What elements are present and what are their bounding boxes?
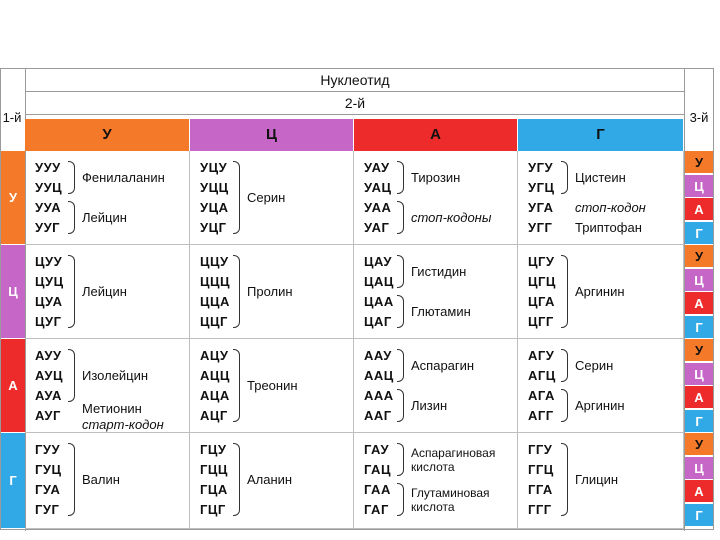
- codon: УГГ: [528, 220, 553, 235]
- codon: ЦУУ: [35, 254, 63, 269]
- third-letter: А: [685, 480, 713, 503]
- codon-cell: [518, 151, 684, 245]
- codon: АУЦ: [35, 368, 63, 383]
- third-letter: А: [685, 386, 713, 409]
- amino-acid-label: Треонин: [247, 377, 298, 393]
- codon: АГА: [528, 388, 555, 403]
- third-letter: Г: [685, 222, 713, 245]
- brace: [397, 201, 404, 234]
- codon-cell: [190, 245, 354, 339]
- brace: [68, 443, 75, 516]
- brace: [397, 295, 404, 328]
- codon: АГЦ: [528, 368, 556, 383]
- brace: [561, 255, 568, 328]
- codon: ЦАА: [364, 294, 394, 309]
- amino-acid-label: Аспарагин: [411, 357, 475, 373]
- codon-cell: [354, 339, 518, 433]
- amino-acid-label: Тирозин: [411, 169, 461, 185]
- codon: УЦУ: [200, 160, 228, 175]
- second-nucleotide-header: 2-й: [25, 92, 685, 115]
- first-nucleotide-header: 1-й: [2, 110, 22, 125]
- codon: ААА: [364, 388, 394, 403]
- codon: УГА: [528, 200, 554, 215]
- third-letter: У: [685, 339, 713, 362]
- brace: [561, 443, 568, 516]
- codon: АЦУ: [200, 348, 229, 363]
- codon: УГУ: [528, 160, 554, 175]
- genetic-code-table: [0, 68, 714, 530]
- codon-cell: [25, 245, 190, 339]
- column-header: А: [354, 119, 518, 151]
- column-header: Г: [518, 119, 684, 151]
- codon: ГУА: [35, 482, 61, 497]
- codon: ГАГ: [364, 502, 389, 517]
- row-header: Ц: [1, 245, 25, 339]
- codon: УГЦ: [528, 180, 555, 195]
- codon-cell: [190, 339, 354, 433]
- codon: УЦЦ: [200, 180, 229, 195]
- codon: ГЦЦ: [200, 462, 228, 477]
- brace: [233, 349, 240, 422]
- codon-cell: [518, 339, 684, 433]
- amino-acid-label: Изолейцин: [82, 367, 149, 383]
- third-letter: У: [685, 433, 713, 456]
- third-letter: Г: [685, 316, 713, 339]
- codon: АУУ: [35, 348, 62, 363]
- codon-cell: [25, 433, 190, 529]
- amino-acid-label: Серин: [247, 189, 286, 205]
- codon: ГГГ: [528, 502, 552, 517]
- row-header: А: [1, 339, 25, 433]
- amino-acid-label: Фенилаланин: [82, 169, 165, 185]
- amino-acid-label: Лейцин: [82, 209, 127, 225]
- third-letter: А: [685, 198, 713, 221]
- amino-acid-label: Лизин: [411, 397, 448, 413]
- brace: [397, 255, 404, 288]
- codon: ГЦУ: [200, 442, 227, 457]
- codon: ААЦ: [364, 368, 394, 383]
- third-nucleotide-header: 3-й: [689, 110, 709, 125]
- amino-acid-label: Глутаминовая кислота: [411, 485, 490, 514]
- codon: ГГЦ: [528, 462, 554, 477]
- brace: [397, 443, 404, 476]
- brace: [68, 255, 75, 328]
- codon: УАА: [364, 200, 392, 215]
- codon: ЦЦА: [200, 294, 230, 309]
- codon: ЦУГ: [35, 314, 62, 329]
- codon: ЦГГ: [528, 314, 554, 329]
- amino-acid-label: стоп-кодоны: [411, 209, 492, 225]
- codon: АУА: [35, 388, 62, 403]
- third-letter: Г: [685, 410, 713, 433]
- codon: ГЦА: [200, 482, 228, 497]
- brace: [561, 349, 568, 382]
- codon: УАУ: [364, 160, 390, 175]
- third-letter: Ц: [685, 457, 713, 480]
- column-header: У: [25, 119, 190, 151]
- brace: [233, 161, 240, 234]
- amino-acid-label: Аргинин: [575, 283, 625, 299]
- codon: УАЦ: [364, 180, 392, 195]
- nucleotide-header: Нуклеотид: [25, 69, 685, 92]
- column-header: Ц: [190, 119, 354, 151]
- amino-acid-label: Лейцин: [82, 283, 127, 299]
- codon: ЦЦУ: [200, 254, 229, 269]
- codon-cell: [518, 245, 684, 339]
- amino-acid-label: старт-кодон: [82, 416, 164, 432]
- row-header: Г: [1, 433, 25, 529]
- codon: АГГ: [528, 408, 554, 423]
- amino-acid-label: стоп-кодон: [575, 199, 646, 215]
- row-header: У: [1, 151, 25, 245]
- codon: ЦГА: [528, 294, 555, 309]
- codon: ЦЦЦ: [200, 274, 230, 289]
- codon: ГАУ: [364, 442, 390, 457]
- codon: ГУЦ: [35, 462, 62, 477]
- codon: АГУ: [528, 348, 555, 363]
- codon: ЦУЦ: [35, 274, 64, 289]
- codon: ААГ: [364, 408, 392, 423]
- codon: УУГ: [35, 220, 61, 235]
- third-letter: Г: [685, 504, 713, 527]
- brace: [397, 389, 404, 422]
- codon: УЦА: [200, 200, 229, 215]
- codon: ЦГУ: [528, 254, 555, 269]
- codon: АЦГ: [200, 408, 228, 423]
- codon: ГАЦ: [364, 462, 391, 477]
- codon-cell: [354, 245, 518, 339]
- codon: ГЦГ: [200, 502, 226, 517]
- brace: [397, 483, 404, 516]
- third-letter: Ц: [685, 269, 713, 292]
- codon: УЦГ: [200, 220, 227, 235]
- codon: ЦУА: [35, 294, 63, 309]
- third-letter: Ц: [685, 363, 713, 386]
- codon: УУУ: [35, 160, 61, 175]
- brace: [233, 443, 240, 516]
- brace: [397, 349, 404, 382]
- codon-cell: [354, 151, 518, 245]
- codon-cell: [25, 339, 190, 433]
- brace: [561, 161, 568, 194]
- brace: [68, 349, 75, 402]
- codon: ГГА: [528, 482, 553, 497]
- codon: ЦАУ: [364, 254, 392, 269]
- codon: УУЦ: [35, 180, 63, 195]
- codon: АУГ: [35, 408, 61, 423]
- codon: ГГУ: [528, 442, 553, 457]
- codon-cell: [25, 151, 190, 245]
- codon: ЦГЦ: [528, 274, 556, 289]
- amino-acid-label: Цистеин: [575, 169, 626, 185]
- amino-acid-label: Аргинин: [575, 397, 625, 413]
- amino-acid-label: Гистидин: [411, 263, 467, 279]
- codon: ГУУ: [35, 442, 61, 457]
- third-letter: Ц: [685, 175, 713, 198]
- codon: ГАА: [364, 482, 391, 497]
- codon: ЦАЦ: [364, 274, 394, 289]
- codon: УАГ: [364, 220, 390, 235]
- codon-cell: [190, 433, 354, 529]
- amino-acid-label: Глютамин: [411, 303, 471, 319]
- brace: [561, 389, 568, 422]
- codon: ЦЦГ: [200, 314, 228, 329]
- codon-cell: [518, 433, 684, 529]
- amino-acid-label: Аланин: [247, 471, 293, 487]
- codon: АЦЦ: [200, 368, 230, 383]
- amino-acid-label: Метионин: [82, 400, 142, 416]
- amino-acid-label: Аспарагиновая кислота: [411, 445, 496, 474]
- brace: [68, 201, 75, 234]
- brace: [233, 255, 240, 328]
- codon: АЦА: [200, 388, 230, 403]
- codon: ААУ: [364, 348, 392, 363]
- codon-cell: [190, 151, 354, 245]
- amino-acid-label: Серин: [575, 357, 614, 373]
- brace: [68, 161, 75, 194]
- codon: ЦАГ: [364, 314, 392, 329]
- codon: УУА: [35, 200, 62, 215]
- third-letter: У: [685, 151, 713, 174]
- amino-acid-label: Глицин: [575, 471, 619, 487]
- codon-cell: [354, 433, 518, 529]
- third-letter: У: [685, 245, 713, 268]
- amino-acid-label: Пролин: [247, 283, 293, 299]
- amino-acid-label: Триптофан: [575, 219, 642, 235]
- codon: ГУГ: [35, 502, 60, 517]
- amino-acid-label: Валин: [82, 471, 120, 487]
- third-letter: А: [685, 292, 713, 315]
- brace: [397, 161, 404, 194]
